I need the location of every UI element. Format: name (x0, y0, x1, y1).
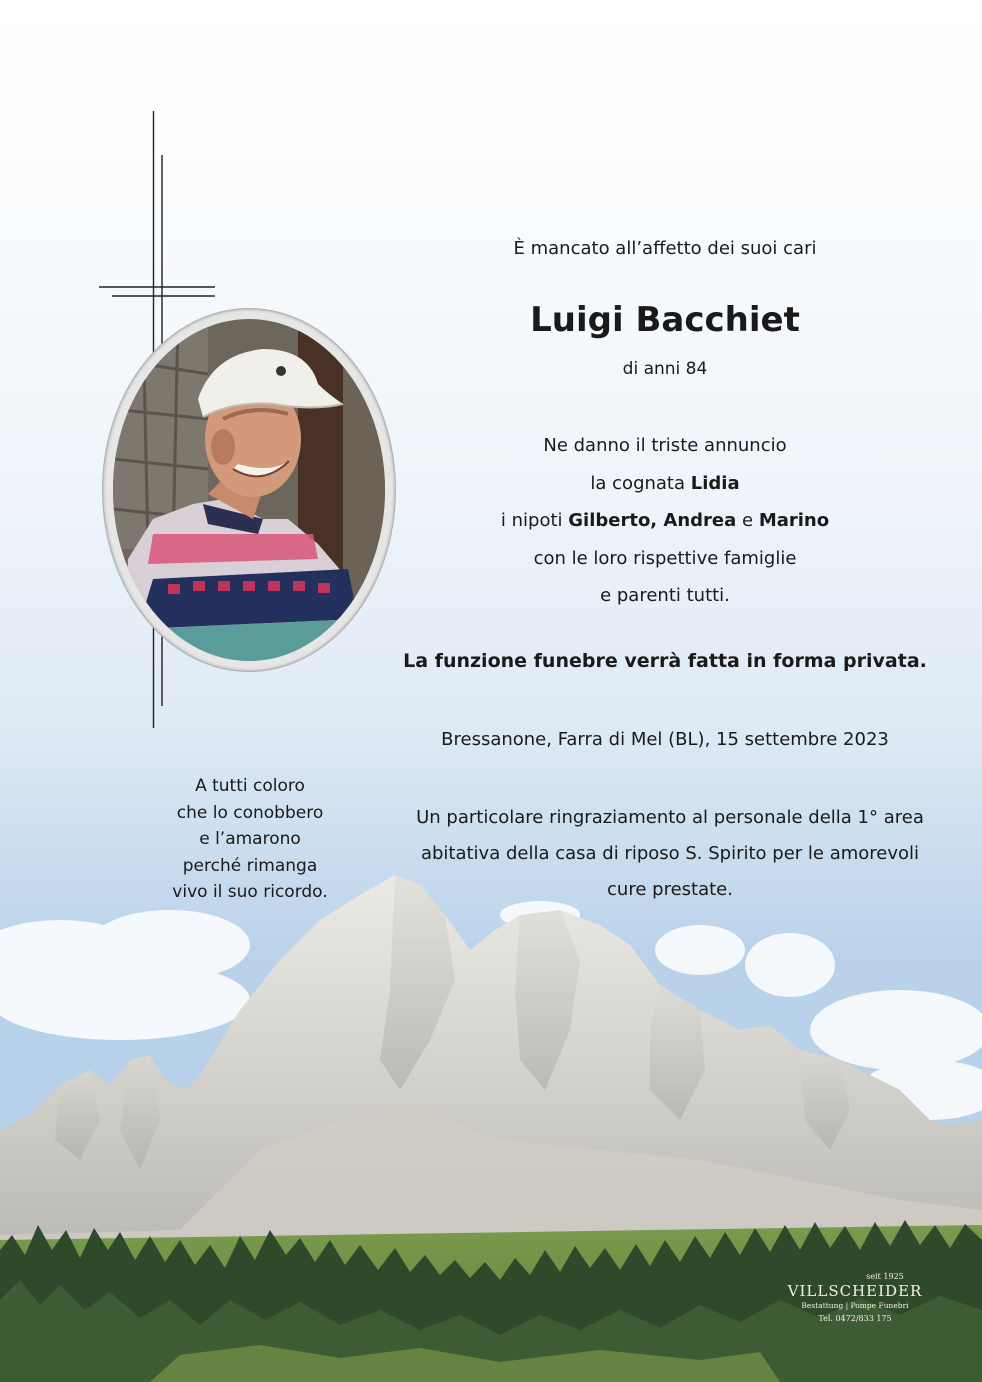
deceased-age: di anni 84 (622, 359, 708, 379)
portrait-frame (103, 309, 395, 671)
mourner-name: Gilberto, Andrea (568, 510, 737, 531)
funeral-notice: La funzione funebre verrà fatta in forma privata. (403, 650, 927, 672)
poem-line: e l’amarono (199, 829, 301, 849)
mourners-text: e (736, 510, 759, 531)
mourners-line: e parenti tutti. (600, 585, 730, 606)
logo-phone: Tel. 0472/833 175 (818, 1314, 892, 1323)
thanks-line: cure prestate. (607, 879, 733, 900)
intro-text: È mancato all’affetto dei suoi cari (513, 238, 817, 259)
deceased-name: Luigi Bacchiet (530, 300, 800, 340)
mourners-line (360, 502, 970, 540)
poem-line: vivo il suo ricordo. (172, 882, 328, 902)
mourner-name: Lidia (690, 472, 740, 494)
mourners-line: con le loro rispettive famiglie (533, 547, 797, 569)
poem-line: che lo conobbero (176, 802, 324, 823)
logo-subtitle: Bestattung | Pompe Funebri (801, 1301, 909, 1310)
mourner-name: Marino (758, 510, 830, 531)
mourners-text: i nipoti (500, 510, 569, 531)
logo-brand: VILLSCHEIDER (787, 1282, 923, 1300)
mourners-line (360, 465, 970, 503)
thanks-line: abitativa della casa di riposo S. Spirito per le amorevoli (420, 843, 920, 864)
place-date: Bressanone, Farra di Mel (BL), 15 settembre 2023 (441, 729, 889, 750)
logo-since: seit 1925 (866, 1272, 904, 1281)
memorial-poem (140, 773, 360, 906)
mourners-text: la cognata (590, 472, 691, 494)
poem-line: A tutti coloro (195, 776, 305, 796)
mourners-line: Ne danno il triste annuncio (543, 435, 787, 456)
poem-line: perché rimanga (182, 855, 318, 876)
thanks-text (380, 800, 960, 908)
funeral-home-logo (780, 1272, 930, 1326)
thanks-line: Un particolare ringraziamento al personale della 1° area (416, 807, 924, 828)
portrait-photo (113, 319, 385, 661)
mourners-block (360, 427, 970, 615)
